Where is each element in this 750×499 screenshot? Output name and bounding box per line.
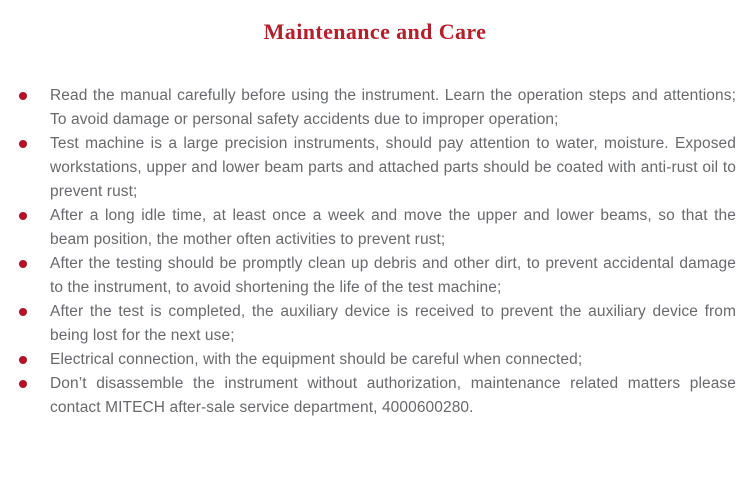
bullet-icon bbox=[19, 260, 27, 268]
list-item bbox=[14, 300, 736, 348]
list-item-text: Don’t disassemble the instrument without authorization, maintenance related matters please contact MITECH after-sale service department, 4000600280. bbox=[50, 375, 736, 416]
list-item-text: Test machine is a large precision instruments, should pay attention to water, moisture. Exposed workstations, upper and lower beam parts and attached parts should be coated with anti-rust oil to prevent rust; bbox=[50, 135, 736, 200]
list-item-text: Electrical connection, with the equipment should be careful when connected; bbox=[50, 351, 583, 368]
list-item bbox=[14, 372, 736, 420]
list-item-text: After the testing should be promptly clean up debris and other dirt, to prevent accidental damage to the instrument, to avoid shortening the life of the test machine; bbox=[50, 255, 736, 296]
list-item-text: After the test is completed, the auxiliary device is received to prevent the auxiliary device from being lost for the next use; bbox=[50, 303, 736, 344]
bullet-icon bbox=[19, 212, 27, 220]
list-item bbox=[14, 132, 736, 204]
list-item bbox=[14, 204, 736, 252]
bullet-icon bbox=[19, 308, 27, 316]
list-item-text: Read the manual carefully before using the instrument. Learn the operation steps and attentions; To avoid damage or personal safety accidents due to improper operation; bbox=[50, 87, 736, 128]
bullet-icon bbox=[19, 380, 27, 388]
page-title: Maintenance and Care bbox=[263, 19, 487, 44]
list-item bbox=[14, 84, 736, 132]
maintenance-list bbox=[0, 84, 750, 420]
bullet-icon bbox=[19, 356, 27, 364]
list-item bbox=[14, 348, 736, 372]
bullet-icon bbox=[19, 140, 27, 148]
bullet-icon bbox=[19, 92, 27, 100]
list-item bbox=[14, 252, 736, 300]
list-item-text: After a long idle time, at least once a week and move the upper and lower beams, so that the beam position, the mother often activities to prevent rust; bbox=[50, 207, 736, 248]
